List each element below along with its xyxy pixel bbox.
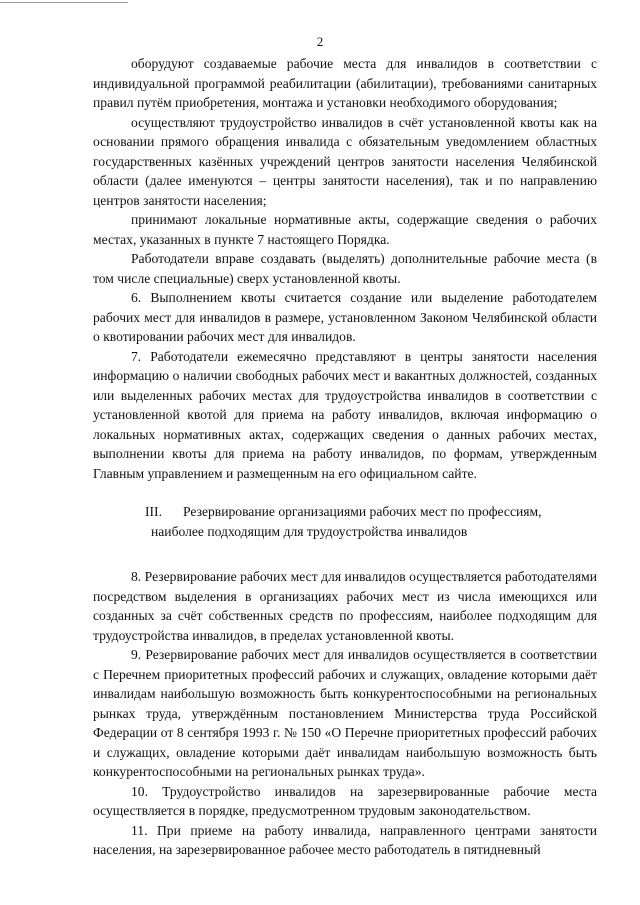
paragraph-item-9: 9. Резервирование рабочих мест для инвалидов осуществляется в соответствии с Перечнем приоритетных профессий рабочих и служащих, овладение которыми даёт инвалидам наибольшую возможность быть конкурентоспособными на региональных рынках труда, утверждённым постановлением Министерства труда Российской Федерации от 8 сентября 1993 г. № 150 «О Перечне приоритетных профессий рабочих и служащих, овладение которыми даёт инвалидам наибольшую возможность быть конкурентоспособными на региональных рынках труда». bbox=[93, 647, 597, 779]
paragraph-item-10: 10. Трудоустройство инвалидов на зарезервированные рабочие места осуществляется в порядке, предусмотренном трудовым законодательством. bbox=[93, 783, 597, 818]
section-title-line-1: Резервирование организациями рабочих мест по профессиям, bbox=[183, 504, 542, 519]
paragraph-item-8: 8. Резервирование рабочих мест для инвалидов осуществляется работодателями посредством выделения в организациях рабочих мест из числа имеющихся или созданных за счёт собственных средств по профессиям, наиболее подходящим для трудоустройства инвалидов, в пределах установленной квоты. bbox=[93, 569, 597, 643]
section-heading bbox=[93, 502, 597, 541]
paragraph-employment-quota: осуществляют трудоустройство инвалидов в счёт установленной квоты как на основании прямого обращения инвалида с обязательным уведомлением областных государственных казённых учреждений центров занятости населения Челябинской области (далее именуются – центры занятости населения), так и по направлению центров занятости населения; bbox=[93, 114, 597, 208]
paragraph-item-7: 7. Работодатели ежемесячно представляют в центры занятости населения информацию о наличии свободных рабочих мест и вакантных должностей, созданных или выделенных рабочих местах для трудоустройства инвалидов в соответствии с установленной квотой для приема на работу инвалидов, включая информацию о локальных нормативных актах, содержащих сведения о данных рабочих местах, выполнении квоты для приема на работу инвалидов, по формам, утвержденным Главным управлением и размещенным на его официальном сайте. bbox=[93, 348, 597, 481]
paragraph-local-acts: принимают локальные нормативные акты, содержащие сведения о рабочих местах, указанных в пункте 7 настоящего Порядка. bbox=[93, 212, 597, 247]
paragraph-item-11: 11. При приеме на работу инвалида, направленного центрами занятости населения, на зарезервированное рабочее место работодатель в пятидневный bbox=[93, 822, 597, 857]
paragraph-additional-workplaces: Работодатели вправе создавать (выделять) дополнительные рабочие места (в том числе специальные) сверх установленной квоты. bbox=[93, 251, 597, 286]
paragraph-item-6: 6. Выполнением квоты считается создание или выделение работодателем рабочих мест для инвалидов в размере, установленном Законом Челябинской области о квотировании рабочих мест для инвалидов. bbox=[93, 290, 597, 344]
section-heading-line-1 bbox=[93, 502, 597, 522]
paragraph-equip-workplaces: оборудуют создаваемые рабочие места для инвалидов в соответствии с индивидуальной программой реабилитации (абилитации), требованиями санитарных правил путём приобретения, монтажа и установки необходимого оборудования; bbox=[93, 56, 597, 110]
page-number: 2 bbox=[316, 34, 324, 49]
section-number: III. bbox=[145, 504, 162, 519]
scan-corner-line bbox=[0, 2, 128, 3]
document-body bbox=[93, 54, 597, 860]
section-title-line-2: наиболее подходящим для трудоустройства инвалидов bbox=[151, 523, 468, 539]
